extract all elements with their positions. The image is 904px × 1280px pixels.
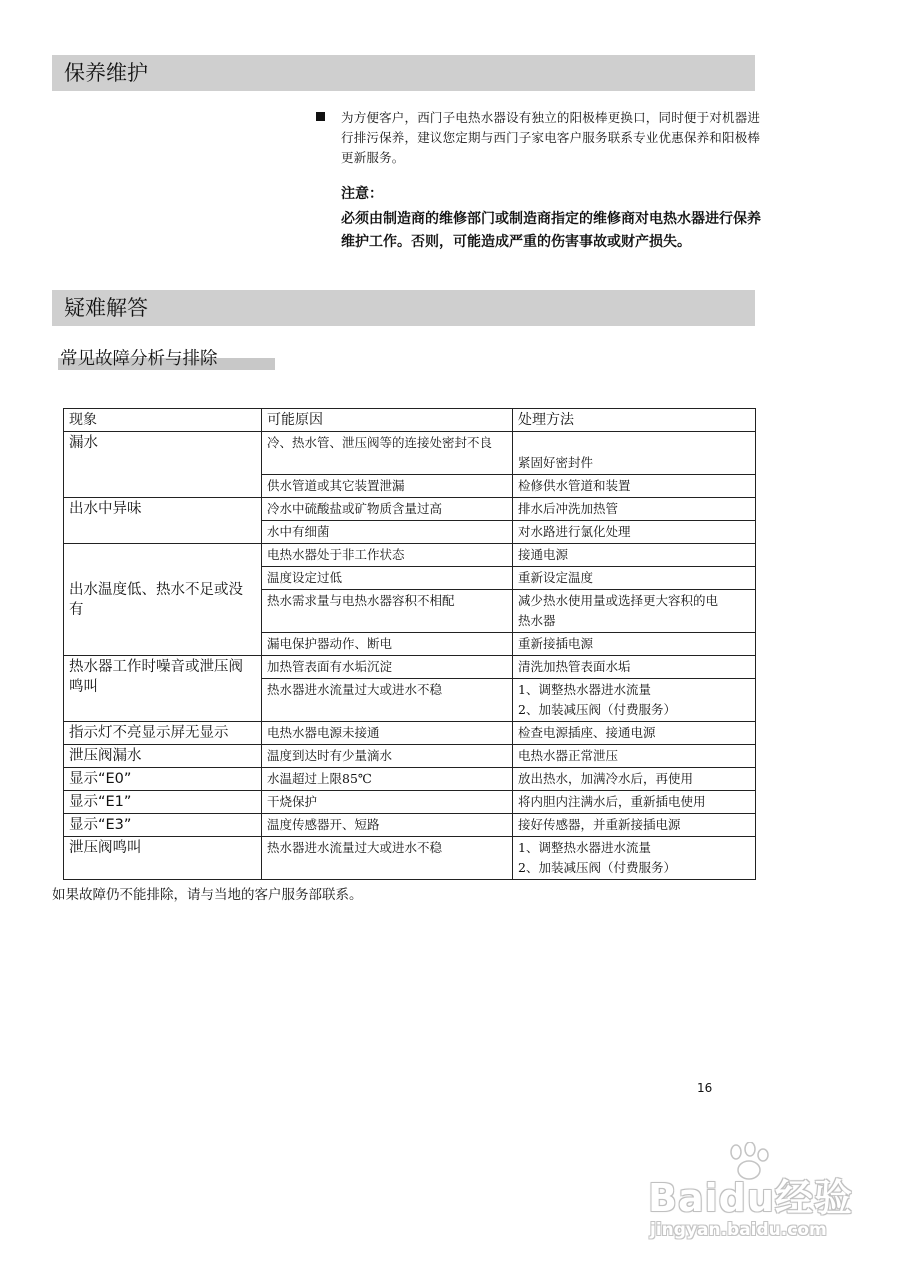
cause-cell: 供水管道或其它装置泄漏: [262, 475, 513, 498]
cause-cell: 漏电保护器动作、断电: [262, 633, 513, 656]
fix-line: 减少热水使用量或选择更大容积的电: [518, 593, 719, 608]
symptom-cell: 出水温度低、热水不足或没有: [64, 544, 262, 656]
table-row: [64, 432, 756, 475]
cause-cell: 电热水器电源未接通: [262, 722, 513, 745]
cause-cell: 温度到达时有少量滴水: [262, 745, 513, 768]
fix-cell: [513, 722, 756, 745]
table-row: [64, 768, 756, 791]
header-symptom: 现象: [64, 409, 262, 432]
fix-line: 排水后冲洗加热管: [518, 501, 619, 516]
cause-cell: 水温超过上限85℃: [262, 768, 513, 791]
table-row: [64, 656, 756, 679]
fix-line: [518, 433, 750, 453]
fix-cell: [513, 745, 756, 768]
symptom-cell: 显示“E0”: [64, 768, 262, 791]
fix-line: 1、调整热水器进水流量: [518, 840, 651, 855]
cause-cell: 电热水器处于非工作状态: [262, 544, 513, 567]
cause-cell: 水中有细菌: [262, 521, 513, 544]
section-header-maintenance: [52, 55, 755, 91]
fix-cell: [513, 432, 756, 475]
fix-cell: [513, 633, 756, 656]
fix-line: 接通电源: [518, 547, 569, 562]
fix-line: 将内胆内注满水后，重新插电使用: [518, 794, 706, 809]
cause-cell: 热水器进水流量过大或进水不稳: [262, 837, 513, 880]
header-cause: 可能原因: [262, 409, 513, 432]
fix-cell: [513, 544, 756, 567]
symptom-cell: 显示“E1”: [64, 791, 262, 814]
symptom-cell: 泄压阀鸣叫: [64, 837, 262, 880]
maintenance-bullet-text: 为方便客户，西门子电热水器设有独立的阳极棒更换口，同时便于对机器进行排污保养，建议您定期与西门子家电客户服务联系专业优惠保养和阳极棒更新服务。: [341, 110, 761, 165]
cause-cell: 温度设定过低: [262, 567, 513, 590]
cause-cell: 干烧保护: [262, 791, 513, 814]
fix-line: 检查电源插座、接通电源: [518, 725, 656, 740]
fix-line: 2、加装减压阀（付费服务）: [518, 860, 676, 875]
fix-line: 热水器: [518, 613, 556, 628]
watermark: [640, 1142, 860, 1252]
notice-text: 必须由制造商的维修部门或制造商指定的维修商对电热水器进行保养维护工作。否则，可能造成严重的伤害事故或财产损失。: [341, 211, 761, 250]
fix-line: 1、调整热水器进水流量: [518, 682, 651, 697]
fix-cell: [513, 590, 756, 633]
cause-cell: 冷水中硫酸盐或矿物质含量过高: [262, 498, 513, 521]
notice-title: 注意：: [341, 186, 383, 202]
table-row: [64, 791, 756, 814]
fix-cell: [513, 521, 756, 544]
fix-line: 紧固好密封件: [518, 455, 594, 470]
fix-line: 重新接插电源: [518, 636, 594, 651]
symptom-cell: 漏水: [64, 432, 262, 498]
symptom-cell: 泄压阀漏水: [64, 745, 262, 768]
symptom-cell: 热水器工作时噪音或泄压阀鸣叫: [64, 656, 262, 722]
table-row: [64, 722, 756, 745]
fix-line: 检修供水管道和装置: [518, 478, 631, 493]
table-row: [64, 814, 756, 837]
fix-cell: [513, 567, 756, 590]
fix-cell: [513, 791, 756, 814]
fix-cell: [513, 837, 756, 880]
symptom-cell: 出水中异味: [64, 498, 262, 544]
fix-cell: [513, 814, 756, 837]
table-row: [64, 498, 756, 521]
table-row: [64, 745, 756, 768]
cause-cell: 温度传感器开、短路: [262, 814, 513, 837]
cause-cell: 热水需求量与电热水器容积不相配: [262, 590, 513, 633]
symptom-cell: 指示灯不亮显示屏无显示: [64, 722, 262, 745]
section-title-maintenance: 保养维护: [64, 61, 148, 85]
cause-cell: 冷、热水管、泄压阀等的连接处密封不良: [262, 432, 513, 475]
section-header-troubleshooting: [52, 290, 755, 326]
fix-line: 电热水器正常泄压: [518, 748, 619, 763]
fix-cell: [513, 768, 756, 791]
fix-line: 接好传感器，并重新接插电源: [518, 817, 681, 832]
section-title-troubleshooting: 疑难解答: [64, 296, 148, 320]
subheading: [58, 348, 218, 370]
fix-cell: [513, 498, 756, 521]
fix-line: 放出热水，加满冷水后，再使用: [518, 771, 694, 786]
footer-note: 如果故障仍不能排除，请与当地的客户服务部联系。: [52, 887, 363, 903]
maintenance-bullet: [316, 108, 768, 168]
fault-table-body: [64, 432, 756, 880]
subheading-text: 常见故障分析与排除: [60, 349, 218, 369]
cause-cell: 加热管表面有水垢沉淀: [262, 656, 513, 679]
fix-line: 重新设定温度: [518, 570, 594, 585]
table-header-row: [64, 409, 756, 432]
page-number: 16: [697, 1081, 713, 1095]
fix-cell: [513, 679, 756, 722]
fix-line: 对水路进行氯化处理: [518, 524, 631, 539]
bullet-square-icon: [316, 112, 325, 121]
watermark-logo: Baidu经验: [648, 1176, 853, 1220]
fix-line: 清洗加热管表面水垢: [518, 659, 631, 674]
watermark-url: jingyan.baidu.com: [650, 1220, 827, 1240]
fix-cell: [513, 656, 756, 679]
table-row: [64, 544, 756, 567]
header-fix: 处理方法: [513, 409, 756, 432]
fault-table: [63, 408, 756, 880]
table-row: [64, 837, 756, 880]
fix-line: 2、加装减压阀（付费服务）: [518, 702, 676, 717]
cause-cell: 热水器进水流量过大或进水不稳: [262, 679, 513, 722]
symptom-cell: 显示“E3”: [64, 814, 262, 837]
maintenance-notice: [341, 183, 771, 254]
fix-cell: [513, 475, 756, 498]
